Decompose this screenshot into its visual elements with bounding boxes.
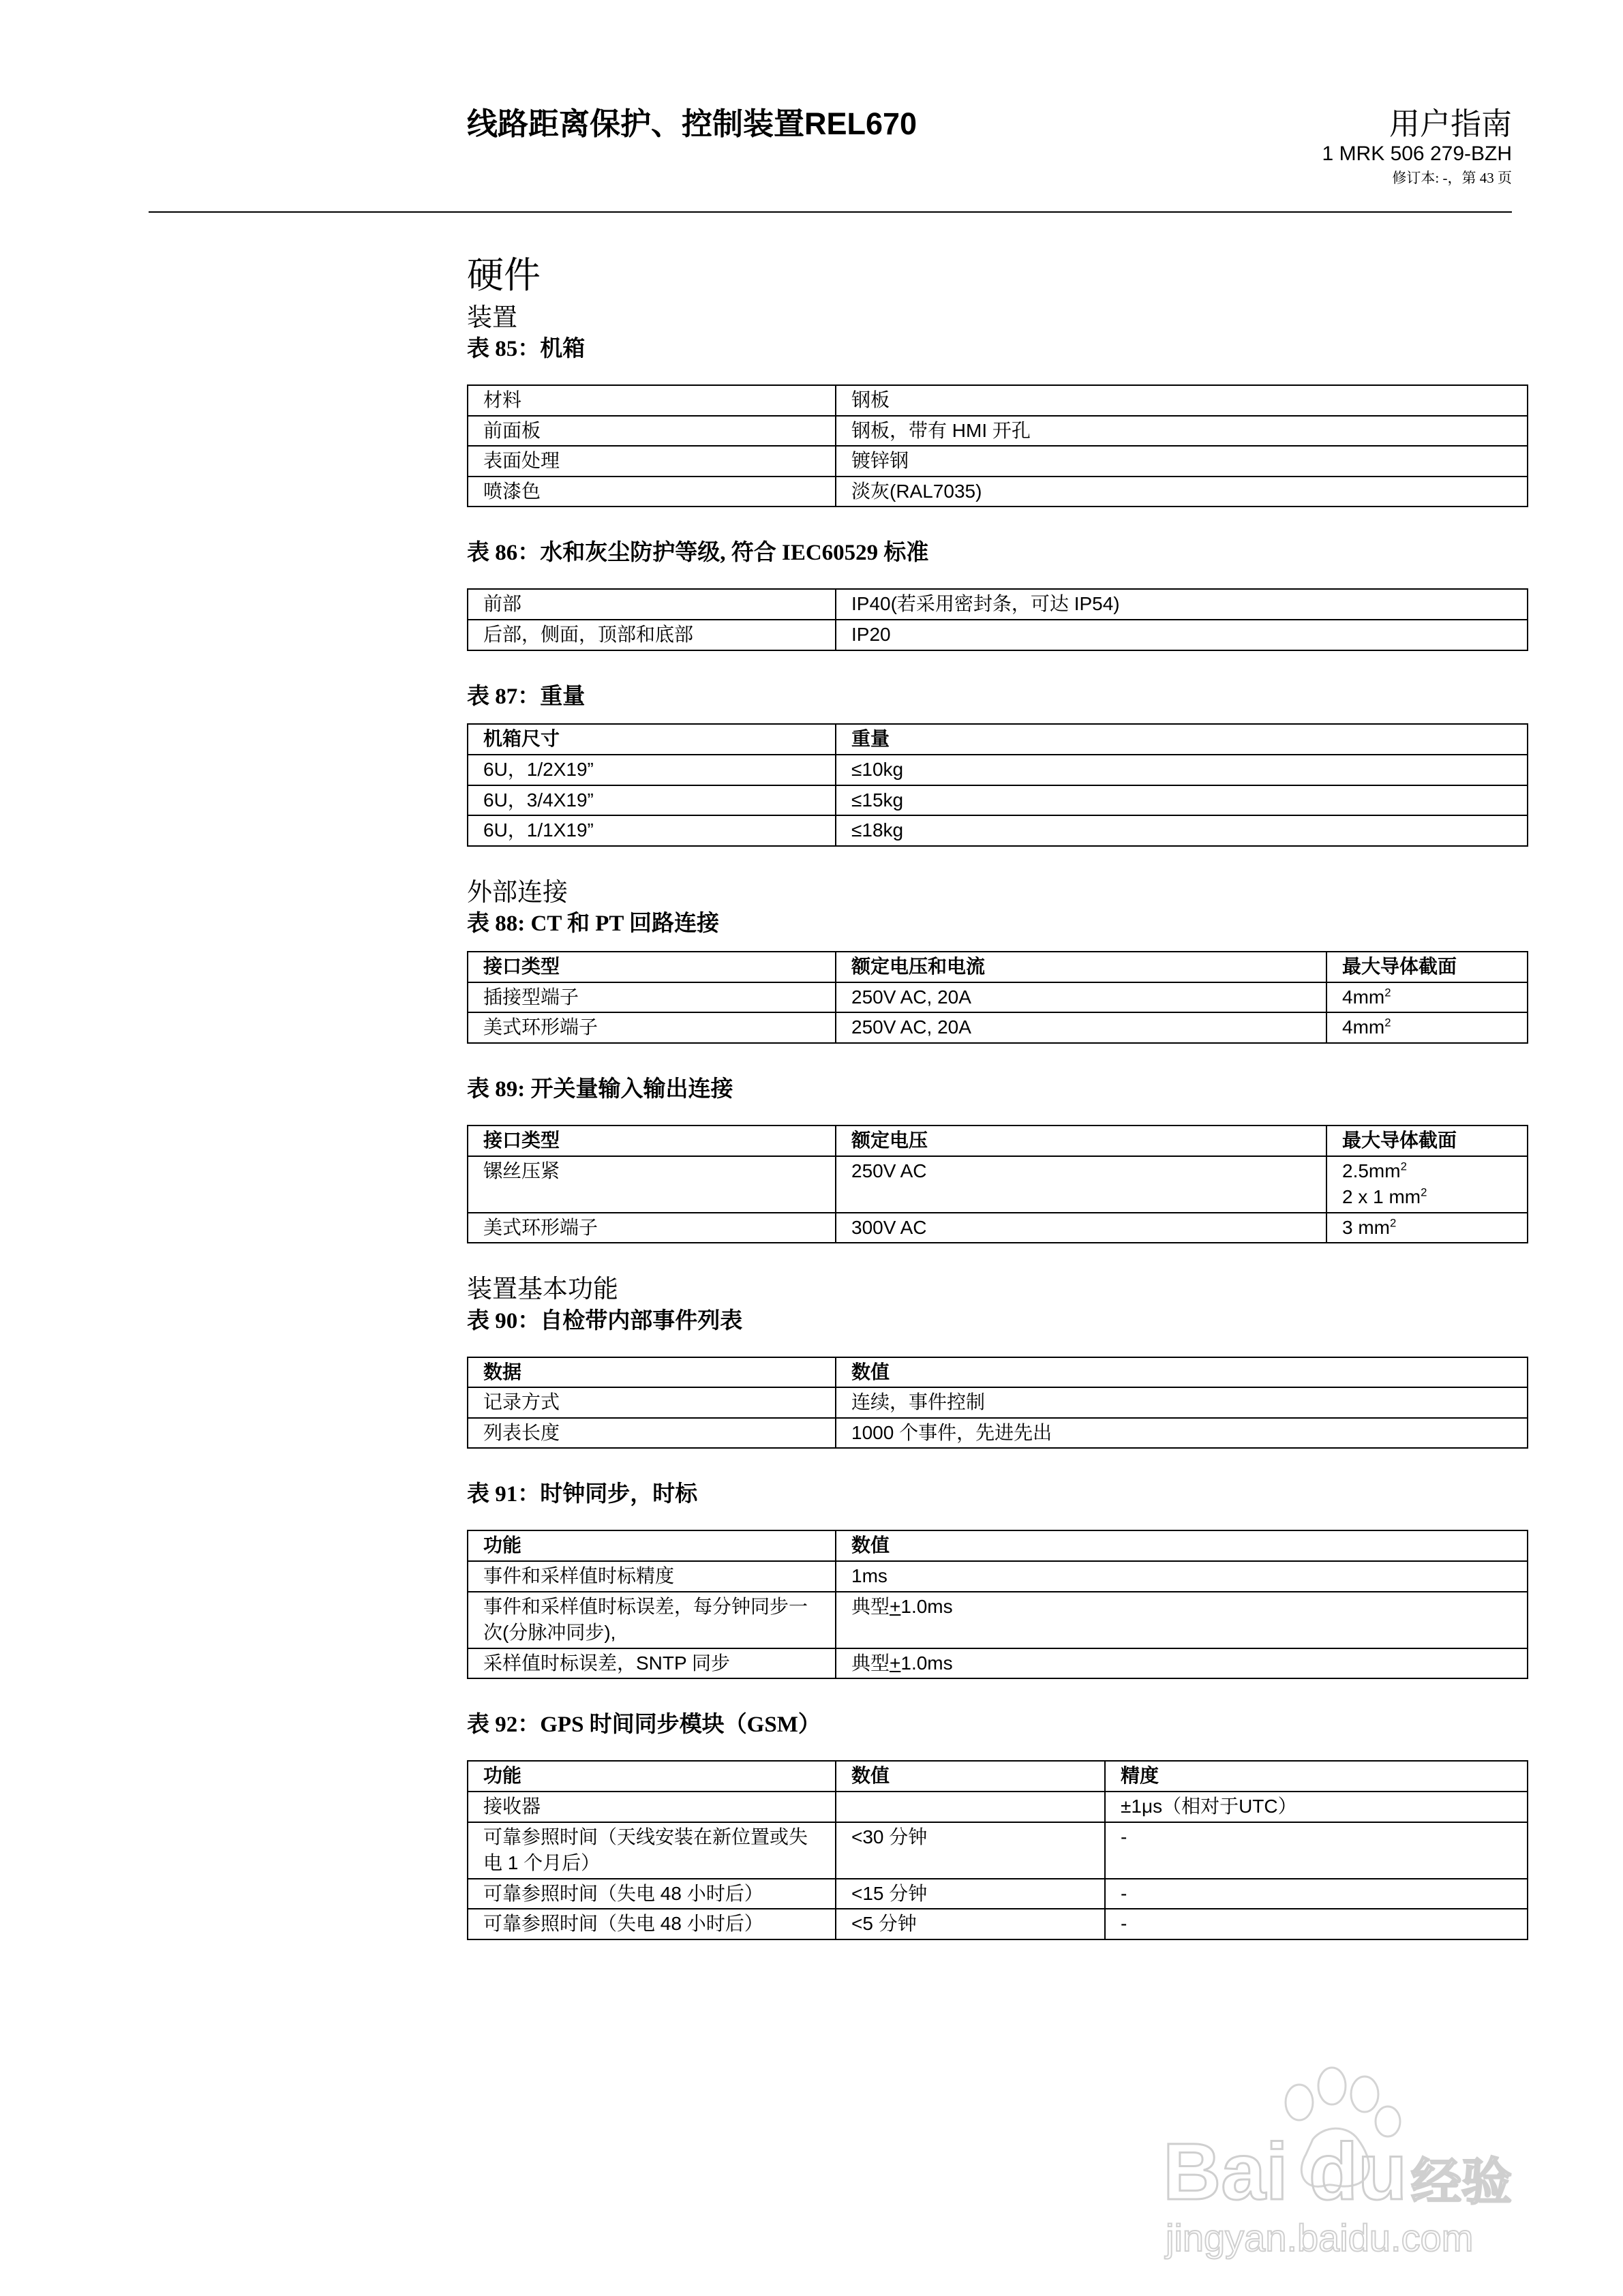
column-header: 最大导体截面 bbox=[1326, 952, 1528, 982]
table-cell: 喷漆色 bbox=[468, 477, 836, 507]
table-92 bbox=[467, 1760, 1528, 1940]
column-header: 精度 bbox=[1105, 1761, 1528, 1792]
table-cell bbox=[836, 1792, 1105, 1822]
column-header: 数据 bbox=[468, 1357, 836, 1388]
table-cell: - bbox=[1105, 1879, 1528, 1909]
superscript: 2 bbox=[1384, 1016, 1391, 1030]
column-header: 接口类型 bbox=[468, 1126, 836, 1156]
table-cell: 材料 bbox=[468, 385, 836, 416]
table-cell bbox=[1326, 982, 1528, 1013]
table-86 bbox=[467, 588, 1528, 650]
table-cell: ≤10kg bbox=[836, 755, 1528, 785]
table-row bbox=[468, 446, 1528, 477]
table-cell: 表面处理 bbox=[468, 446, 836, 477]
table-row bbox=[468, 589, 1528, 620]
table-89 bbox=[467, 1125, 1528, 1244]
table-cell: 记录方式 bbox=[468, 1387, 836, 1418]
table-92-caption: 表 92：GPS 时间同步模块（GSM） bbox=[467, 1712, 821, 1738]
table-cell: 接收器 bbox=[468, 1792, 836, 1822]
table-cell: 前部 bbox=[468, 589, 836, 620]
table-cell: 可靠参照时间（天线安装在新位置或失电 1 个月后） bbox=[468, 1822, 836, 1879]
table-88-caption: 表 88: CT 和 PT 回路连接 bbox=[467, 911, 720, 937]
subsection-basic-functions: 装置基本功能 bbox=[467, 1275, 618, 1303]
table-row bbox=[468, 1592, 1528, 1648]
tolerance-value: 1.0ms bbox=[900, 1595, 953, 1617]
column-header: 机箱尺寸 bbox=[468, 724, 836, 755]
svg-text:经验: 经验 bbox=[1411, 2154, 1512, 2210]
table-cell: 6U，1/2X19” bbox=[468, 755, 836, 785]
column-header: 最大导体截面 bbox=[1326, 1126, 1528, 1156]
svg-text:du: du bbox=[1309, 2127, 1408, 2217]
subsection-device: 装置 bbox=[467, 303, 517, 331]
superscript: 2 bbox=[1400, 1160, 1407, 1173]
table-cell: 1000 个事件，先进先出 bbox=[836, 1418, 1528, 1449]
table-row bbox=[468, 1879, 1528, 1909]
typical-label: 典型 bbox=[851, 1595, 890, 1617]
table-cell: - bbox=[1105, 1822, 1528, 1879]
table-header-row bbox=[468, 1530, 1528, 1561]
table-cell: IP20 bbox=[836, 620, 1528, 650]
cross-section-value: 4mm bbox=[1342, 1016, 1385, 1038]
superscript: 2 bbox=[1390, 1216, 1397, 1230]
table-row bbox=[468, 416, 1528, 447]
table-row bbox=[468, 1213, 1528, 1243]
superscript: 2 bbox=[1421, 1185, 1427, 1199]
plus-minus-sign: + bbox=[890, 1652, 901, 1674]
table-cell: <30 分钟 bbox=[836, 1822, 1105, 1879]
watermark-url: jingyan.baidu.com bbox=[1166, 2216, 1474, 2259]
table-row bbox=[468, 1387, 1528, 1418]
plus-minus-sign: + bbox=[890, 1595, 901, 1617]
header-right-block bbox=[1322, 108, 1512, 187]
table-row bbox=[468, 1561, 1528, 1592]
table-88 bbox=[467, 951, 1528, 1044]
table-header-row bbox=[468, 1761, 1528, 1792]
table-cell: 淡灰(RAL7035) bbox=[836, 477, 1528, 507]
document-id: 1 MRK 506 279-BZH bbox=[1322, 142, 1512, 166]
table-cell: 250V AC, 20A bbox=[836, 1012, 1326, 1043]
table-cell bbox=[1326, 1213, 1528, 1243]
column-header: 数值 bbox=[836, 1530, 1528, 1561]
table-row bbox=[468, 620, 1528, 650]
column-header: 数值 bbox=[836, 1761, 1105, 1792]
table-cell: 后部，侧面，顶部和底部 bbox=[468, 620, 836, 650]
table-cell: 钢板 bbox=[836, 385, 1528, 416]
table-cell: 连续，事件控制 bbox=[836, 1387, 1528, 1418]
table-cell: 钢板，带有 HMI 开孔 bbox=[836, 416, 1528, 447]
table-header-row bbox=[468, 1126, 1528, 1156]
table-cell: 列表长度 bbox=[468, 1418, 836, 1449]
table-row bbox=[468, 1156, 1528, 1213]
table-cell: IP40(若采用密封条，可达 IP54) bbox=[836, 589, 1528, 620]
cross-section-value: 2.5mm bbox=[1342, 1160, 1401, 1181]
table-cell: 可靠参照时间（失电 48 小时后） bbox=[468, 1879, 836, 1909]
table-row bbox=[468, 385, 1528, 416]
superscript: 2 bbox=[1384, 986, 1391, 999]
table-cell: 事件和采样值时标误差，每分钟同步一次(分脉冲同步), bbox=[468, 1592, 836, 1648]
table-row bbox=[468, 1012, 1528, 1043]
table-cell: 美式环形端子 bbox=[468, 1213, 836, 1243]
table-cell: 250V AC, 20A bbox=[836, 982, 1326, 1013]
table-row bbox=[468, 982, 1528, 1013]
column-header: 功能 bbox=[468, 1530, 836, 1561]
table-85-caption: 表 85：机箱 bbox=[467, 337, 586, 362]
table-90-caption: 表 90：自检带内部事件列表 bbox=[467, 1308, 743, 1333]
table-row bbox=[468, 755, 1528, 785]
cross-section-value: 4mm bbox=[1342, 986, 1385, 1008]
column-header: 重量 bbox=[836, 724, 1528, 755]
table-cell bbox=[1326, 1156, 1528, 1213]
table-header-row bbox=[468, 952, 1528, 982]
subsection-external: 外部连接 bbox=[467, 877, 568, 906]
cross-section-value: 2 x 1 mm bbox=[1342, 1186, 1421, 1208]
table-cell: 可靠参照时间（失电 48 小时后） bbox=[468, 1909, 836, 1939]
table-cell: 插接型端子 bbox=[468, 982, 836, 1013]
table-91-caption: 表 91：时钟同步，时标 bbox=[467, 1482, 698, 1507]
table-cell: <15 分钟 bbox=[836, 1879, 1105, 1909]
page-content bbox=[467, 254, 1530, 1940]
table-row bbox=[468, 815, 1528, 846]
table-row bbox=[468, 477, 1528, 507]
table-row bbox=[468, 1822, 1528, 1879]
table-cell bbox=[1326, 1012, 1528, 1043]
table-row bbox=[468, 1648, 1528, 1679]
baidu-watermark-logo bbox=[1145, 2059, 1527, 2263]
table-85 bbox=[467, 384, 1528, 508]
column-header: 额定电压 bbox=[836, 1126, 1326, 1156]
table-cell: 250V AC bbox=[836, 1156, 1326, 1213]
table-87-caption: 表 87：重量 bbox=[467, 684, 586, 709]
table-91 bbox=[467, 1530, 1528, 1679]
table-row bbox=[468, 1909, 1528, 1939]
table-86-caption: 表 86：水和灰尘防护等级, 符合 IEC60529 标准 bbox=[467, 541, 929, 566]
table-cell: 1ms bbox=[836, 1561, 1528, 1592]
table-cell: 300V AC bbox=[836, 1213, 1326, 1243]
cross-section-value: 3 mm bbox=[1342, 1216, 1390, 1238]
table-cell: ±1μs（相对于UTC） bbox=[1105, 1792, 1528, 1822]
svg-text:Bai: Bai bbox=[1163, 2127, 1288, 2217]
table-cell: 镙丝压紧 bbox=[468, 1156, 836, 1213]
table-cell: 前面板 bbox=[468, 416, 836, 447]
column-header: 数值 bbox=[836, 1357, 1528, 1388]
typical-label: 典型 bbox=[851, 1652, 890, 1674]
table-90 bbox=[467, 1357, 1528, 1449]
tolerance-value: 1.0ms bbox=[900, 1652, 953, 1674]
column-header: 功能 bbox=[468, 1761, 836, 1792]
section-title: 硬件 bbox=[467, 255, 541, 296]
table-cell: 镀锌钢 bbox=[836, 446, 1528, 477]
table-cell: 6U，1/1X19” bbox=[468, 815, 836, 846]
table-header-row bbox=[468, 724, 1528, 755]
revision-page: 修订本: -，第 43 页 bbox=[1392, 170, 1512, 187]
document-title: 线路距离保护、控制装置REL670 bbox=[467, 106, 917, 141]
header-divider bbox=[149, 211, 1512, 213]
table-cell bbox=[836, 1648, 1528, 1679]
table-cell: <5 分钟 bbox=[836, 1909, 1105, 1939]
table-cell: 事件和采样值时标精度 bbox=[468, 1561, 836, 1592]
table-89-caption: 表 89: 开关量输入输出连接 bbox=[467, 1076, 733, 1102]
table-cell bbox=[836, 1592, 1528, 1648]
table-cell: - bbox=[1105, 1909, 1528, 1939]
table-row bbox=[468, 785, 1528, 816]
table-row bbox=[468, 1792, 1528, 1822]
column-header: 接口类型 bbox=[468, 952, 836, 982]
table-cell: 采样值时标误差，SNTP 同步 bbox=[468, 1648, 836, 1679]
guide-label: 用户指南 bbox=[1389, 106, 1512, 141]
table-87 bbox=[467, 723, 1528, 847]
table-cell: ≤18kg bbox=[836, 815, 1528, 846]
table-cell: ≤15kg bbox=[836, 785, 1528, 816]
table-row bbox=[468, 1418, 1528, 1449]
table-cell: 6U，3/4X19” bbox=[468, 785, 836, 816]
table-cell: 美式环形端子 bbox=[468, 1012, 836, 1043]
column-header: 额定电压和电流 bbox=[836, 952, 1326, 982]
table-header-row bbox=[468, 1357, 1528, 1388]
